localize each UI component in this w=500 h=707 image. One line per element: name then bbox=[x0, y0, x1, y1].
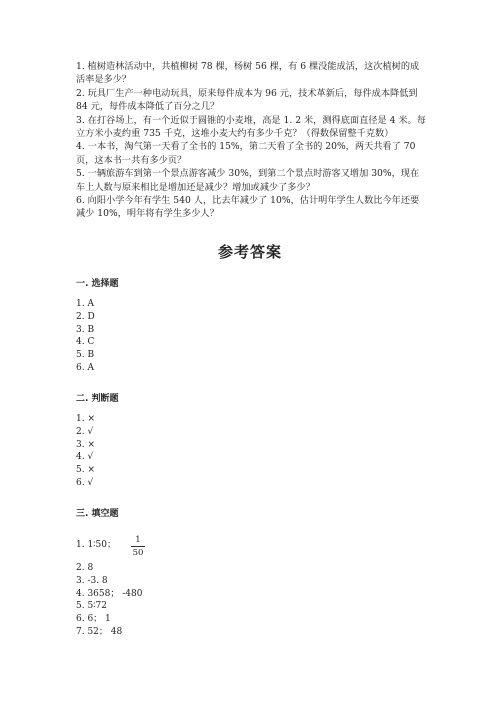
choice-answer-list bbox=[76, 298, 95, 375]
section-heading-choice: 一. 选择题 bbox=[76, 279, 119, 289]
problem-item: 2. 玩具厂生产一种电动玩具，原来每件成本为 96 元，技术革新后，每件成本降低到 84 元，每件成本降低了百分之几？ bbox=[76, 87, 418, 113]
fraction bbox=[131, 535, 145, 558]
problem-item: 5. 一辆旅游车到第一个景点游客减少 30%，到第二个景点时游客又增加 30%，现在车上人数与原来相比是增加还是减少？增加或减少了多少？ bbox=[76, 168, 420, 193]
section-heading-fill: 三. 填空题 bbox=[76, 509, 119, 519]
answer-item: 2. D bbox=[76, 311, 95, 322]
answer-item: 6. A bbox=[76, 362, 94, 373]
answer-item: 5. 5∶72 bbox=[76, 601, 107, 612]
answer-item: 3. -3. 8 bbox=[76, 575, 108, 586]
answer-item: 7. 52； 48 bbox=[76, 626, 123, 637]
answer-item: 1. A bbox=[76, 299, 94, 309]
section-heading-judge: 二. 判断题 bbox=[76, 394, 119, 404]
fraction-numerator: 1 bbox=[135, 535, 141, 545]
problem-item: 1. 植树造林活动中，共植柳树 78 棵，杨树 56 棵，有 6 棵没能成活，这次植树的成活率是多少？ bbox=[76, 61, 420, 86]
answer-item: 4. 3658； -480 bbox=[76, 588, 143, 599]
answer-item: 2. 8 bbox=[76, 563, 94, 573]
problem-item: 6. 向阳小学今年有学生 540 人，比去年减少了 10%，估计明年学生人数比今年还要减少 10%，明年将有学生多少人？ bbox=[76, 195, 420, 220]
judge-answer-list bbox=[76, 413, 95, 490]
answer-item: 3. B bbox=[76, 324, 95, 335]
answer-item: 6. 6； 1 bbox=[76, 614, 111, 625]
problem-list bbox=[76, 60, 426, 221]
answer-item: 6. √ bbox=[76, 477, 94, 488]
answer-item: 3. × bbox=[76, 439, 95, 450]
answer-item: 2. √ bbox=[76, 426, 94, 437]
problem-item: 4. 一本书，淘气第一天看了全书的 15%，第二天看了全书的 20%，两天共看了 70 页，这本书一共有多少页？ bbox=[76, 141, 416, 166]
answer-item: 5. B bbox=[76, 350, 95, 361]
fraction-denominator: 50 bbox=[132, 548, 144, 558]
problem-item: 3. 在打谷场上，有一个近似于圆锥的小麦堆，高是 1. 2 米，测得底面直径是 4 米。每立方米小麦约重 735 千克，这堆小麦大约有多少千克？（得数保留整千克数） bbox=[76, 114, 426, 140]
answer-item: 5. × bbox=[76, 465, 95, 476]
fraction-bar bbox=[131, 546, 145, 547]
answer-item: 1. × bbox=[76, 414, 95, 424]
answer-item: 4. √ bbox=[76, 452, 94, 463]
answers-title: 参考答案 bbox=[217, 243, 282, 261]
fill-first-answer: 1. 1∶50； bbox=[76, 540, 116, 550]
fill-answer-list bbox=[76, 562, 142, 639]
answer-item: 4. C bbox=[76, 337, 95, 348]
